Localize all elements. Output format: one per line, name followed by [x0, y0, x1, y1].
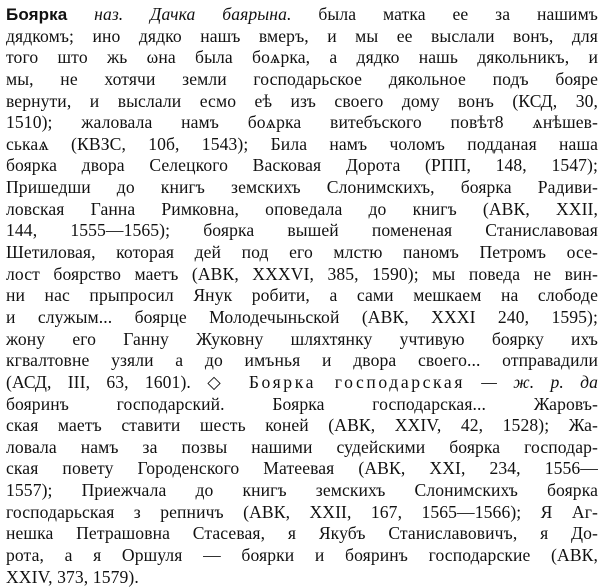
entry-line: Пришедши до книгъ земскихъ Слонимскихъ, боярка Радиви- [6, 177, 598, 198]
entry-grammar-label: наз. Дачка баярына. [94, 4, 292, 24]
entry-line: того штo жь ωна была боѧрка, а дядко нашь дякольникъ, и [6, 47, 598, 68]
entry-line: вернути, и выслали есмо еѣ изъ своего дому вонъ (КСД, 30, [6, 90, 598, 111]
entry-line: лост боярство маетъ (АВК, XXXVI, 385, 1590); мы поведа не вин- [6, 263, 598, 284]
dictionary-entry-boyarka [6, 4, 598, 588]
entry-line: дядкомъ; ино дядко нашъ вмеръ, и мы ее выслали вонъ, для [6, 25, 598, 46]
entry-line: Шетиловая, которая дей под его млстю паномъ Петромъ осе- [6, 242, 598, 263]
entry-line: господарьская з репничъ (АВК, XXII, 167, 1565—1566); Я Аг- [6, 501, 598, 522]
entry-line [6, 372, 598, 394]
entry-line: боярка двора Селецкого Васковая Дорота (РПП, 148, 1547); [6, 155, 598, 176]
entry-line: ская маетъ ставити шесть коней (АВК, XXIV, 42, 1528); Жа- [6, 415, 598, 436]
entry-line [6, 4, 598, 26]
entry-line: жону его Ганну Жуковну шляхтянку учтивую боярку ихъ [6, 328, 598, 349]
entry-line: 1557); Приежчала до книгъ земскихъ Слонимскихъ боярка [6, 480, 598, 501]
entry-line: ловала намъ за позвы нашими судейскими боярка господар- [6, 436, 598, 457]
entry-headword: Боярка [6, 5, 68, 24]
entry-line: бояринъ господарский. Боярка господарская... Жаровъ- [6, 393, 598, 414]
entry-line: 144, 1555—1565); боярка вышей помененая Станиславовая [6, 220, 598, 241]
entry-line: рота, а я Оршуля — боярки и бояринъ господарские (АВК, [6, 545, 598, 566]
entry-line: ская повету Городенского Матеевая (АВК, XXI, 234, 1556— [6, 458, 598, 479]
entry-line: XXIV, 373, 1579). [6, 566, 139, 587]
subsense-marker: ◇ [207, 371, 233, 392]
entry-line: нешка Петрашовна Стасевая, я Якубъ Станиславовичъ, я До- [6, 523, 598, 544]
entry-line: ни нас прыпросил Янук робити, а сами мешкаем на слободе [6, 285, 598, 306]
subsense-term: Боярка господарская [248, 371, 466, 392]
entry-line: кгвалтовне узяли а до имънья и двора своего... отправадили [6, 350, 598, 371]
entry-text: (АСД, III, 63, 1601). [6, 371, 191, 392]
entry-line: ськаѧ (КВЗС, 10б, 1543); Била намъ чоломъ подданая наша [6, 133, 598, 154]
entry-line: и служым... боярце Молодечыньской (АВК, XXXI 240, 1595); [6, 306, 598, 327]
entry-line: 1510); жаловала намъ боѧрка витебъского повѣт8 ѧнѣшев- [6, 112, 598, 133]
entry-line: ловская Ганна Римковна, оповедала до книгъ (АВК, XXII, [6, 198, 598, 219]
entry-line: мы, не хотячи земли господарьское дякольное подъ бояре [6, 68, 598, 89]
subsense-definition-label: — ж. р. да [481, 371, 599, 392]
entry-text: была матка ее за нашимъ [318, 4, 598, 24]
